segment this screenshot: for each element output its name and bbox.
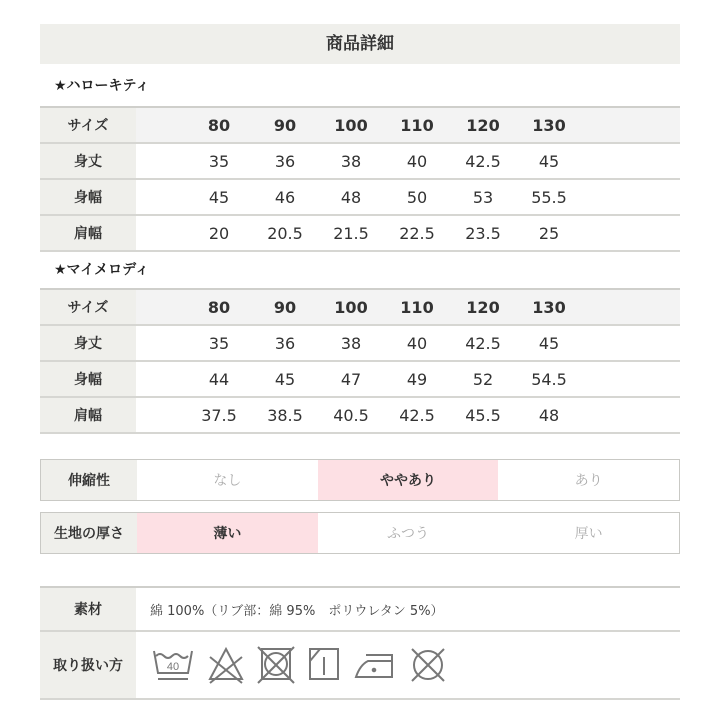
value-cell: 46 — [252, 179, 318, 215]
row-label: サイズ — [40, 107, 136, 143]
value-cell: 23.5 — [450, 215, 516, 251]
value-cell: 38.5 — [252, 397, 318, 433]
stretch-option-none: なし — [213, 473, 242, 489]
value-cell: 55.5 — [516, 179, 582, 215]
value-cell: 38 — [318, 325, 384, 361]
value-cell: 42.5 — [450, 325, 516, 361]
product-details — [40, 24, 680, 434]
value-cell: 52 — [450, 361, 516, 397]
size-cell: 80 — [186, 289, 252, 325]
value-cell: 50 — [384, 179, 450, 215]
table-row — [40, 397, 680, 433]
no-tumble-dry-icon — [256, 645, 296, 685]
care-row — [40, 632, 680, 700]
row-label: 肩幅 — [40, 215, 136, 251]
value-cell: 40 — [384, 143, 450, 179]
value-cell: 47 — [318, 361, 384, 397]
value-cell: 36 — [252, 325, 318, 361]
value-cell: 36 — [252, 143, 318, 179]
value-cell: 49 — [384, 361, 450, 397]
svg-text:40: 40 — [166, 661, 180, 673]
value-cell: 37.5 — [186, 397, 252, 433]
value-cell: 40 — [384, 325, 450, 361]
size-cell: 90 — [252, 107, 318, 143]
row-label: 身幅 — [40, 179, 136, 215]
line-dry-icon — [306, 645, 342, 685]
value-cell: 45.5 — [450, 397, 516, 433]
size-cell: 100 — [318, 289, 384, 325]
value-cell: 45 — [186, 179, 252, 215]
table-header-row — [40, 107, 680, 143]
value-cell: 48 — [318, 179, 384, 215]
value-cell: 45 — [516, 143, 582, 179]
stretch-scale — [40, 459, 680, 501]
size-cell: 100 — [318, 107, 384, 143]
thickness-label: 生地の厚さ — [41, 513, 137, 553]
no-dry-clean-icon — [408, 645, 448, 685]
stretch-option-slight: ややあり — [318, 460, 499, 500]
material-row — [40, 588, 680, 632]
material-value: 綿 100%（リブ部：綿 95% ポリウレタン 5%） — [150, 603, 444, 619]
row-label: サイズ — [40, 289, 136, 325]
value-cell: 21.5 — [318, 215, 384, 251]
value-cell: 20 — [186, 215, 252, 251]
care-label: 取り扱い方 — [40, 632, 136, 698]
value-cell: 45 — [252, 361, 318, 397]
value-cell: 38 — [318, 143, 384, 179]
row-label: 身幅 — [40, 361, 136, 397]
material-label: 素材 — [40, 588, 136, 630]
material-care-table — [40, 586, 680, 700]
wash-40-icon — [150, 645, 196, 685]
table-row — [40, 215, 680, 251]
size-cell: 80 — [186, 107, 252, 143]
value-cell: 42.5 — [450, 143, 516, 179]
value-cell: 42.5 — [384, 397, 450, 433]
value-cell: 22.5 — [384, 215, 450, 251]
size-cell: 110 — [384, 107, 450, 143]
value-cell: 53 — [450, 179, 516, 215]
row-label: 身丈 — [40, 325, 136, 361]
value-cell: 44 — [186, 361, 252, 397]
thickness-scale — [40, 512, 680, 554]
value-cell: 48 — [516, 397, 582, 433]
table-header-row — [40, 289, 680, 325]
size-cell: 130 — [516, 289, 582, 325]
iron-low-icon — [352, 645, 398, 685]
value-cell: 35 — [186, 143, 252, 179]
value-cell: 20.5 — [252, 215, 318, 251]
stretch-label: 伸縮性 — [41, 460, 137, 500]
size-cell: 120 — [450, 107, 516, 143]
table-row — [40, 325, 680, 361]
size-cell: 110 — [384, 289, 450, 325]
value-cell: 45 — [516, 325, 582, 361]
value-cell: 54.5 — [516, 361, 582, 397]
table-row — [40, 143, 680, 179]
section-title-my-melody: ★マイメロディ — [54, 262, 150, 278]
size-cell: 120 — [450, 289, 516, 325]
section-title-hello-kitty: ★ハローキティ — [54, 78, 150, 94]
table-row — [40, 361, 680, 397]
row-label: 肩幅 — [40, 397, 136, 433]
size-cell: 130 — [516, 107, 582, 143]
no-bleach-icon — [206, 645, 246, 685]
size-table-hello-kitty — [40, 106, 680, 252]
value-cell: 25 — [516, 215, 582, 251]
size-table-my-melody — [40, 288, 680, 434]
stretch-option-yes: あり — [574, 473, 603, 489]
thickness-option-normal: ふつう — [387, 526, 429, 542]
thickness-option-thin: 薄い — [137, 513, 318, 553]
table-row — [40, 179, 680, 215]
size-cell: 90 — [252, 289, 318, 325]
row-label: 身丈 — [40, 143, 136, 179]
page-title: 商品詳細 — [40, 24, 680, 64]
value-cell: 35 — [186, 325, 252, 361]
thickness-option-thick: 厚い — [574, 526, 603, 542]
care-icons — [150, 645, 448, 685]
value-cell: 40.5 — [318, 397, 384, 433]
